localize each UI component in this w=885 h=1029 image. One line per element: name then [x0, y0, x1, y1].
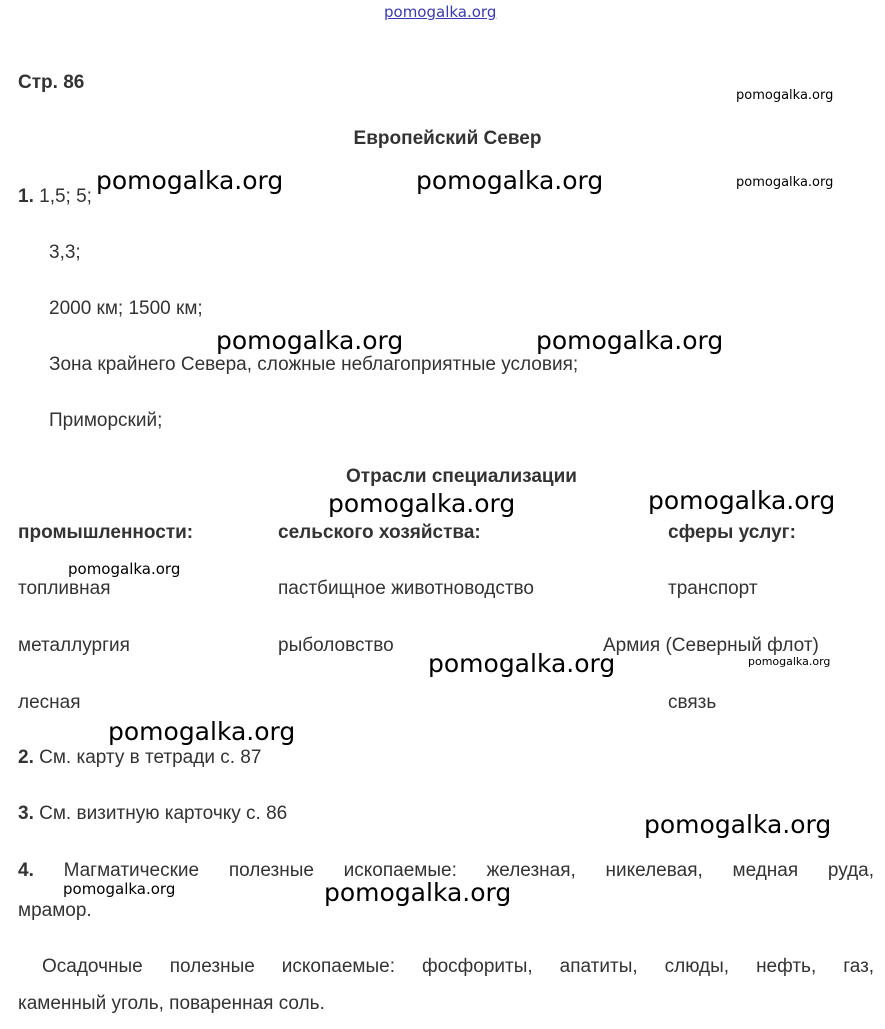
watermark: pomogalka.org	[536, 326, 724, 355]
q1-line2: 3,3;	[49, 242, 81, 263]
q2	[18, 747, 261, 769]
q3-text: См. визитную карточку с. 86	[33, 803, 288, 824]
watermark: pomogalka.org	[644, 810, 832, 839]
industry-item: топливная	[18, 578, 111, 599]
services-item: Армия (Северный флот)	[603, 635, 819, 656]
watermark: pomogalka.org	[216, 326, 404, 355]
q3-number: 3.	[18, 803, 34, 824]
q4-word: газ,	[843, 956, 875, 977]
watermark: pomogalka.org	[324, 878, 512, 907]
q4-number: 4.	[18, 860, 34, 881]
column-header-industry: промышленности:	[18, 522, 194, 543]
q4-word: ископаемые:	[343, 860, 457, 881]
agriculture-item: рыболовство	[278, 635, 394, 656]
q4-word: полезные	[169, 956, 255, 977]
q2-text: См. карту в тетради с. 87	[33, 747, 262, 768]
watermark-top: pomogalka.org	[384, 3, 497, 21]
q4-word: медная	[732, 860, 799, 881]
q4-word: никелевая,	[605, 860, 703, 881]
watermark: pomogalka.org	[416, 166, 604, 195]
q4-word: Осадочные	[42, 956, 143, 977]
q4-word: Магматические	[63, 860, 200, 881]
column-header-agriculture: сельского хозяйства:	[278, 522, 481, 543]
q1-line3: 2000 км; 1500 км;	[49, 298, 203, 319]
watermark: pomogalka.org	[648, 486, 836, 515]
services-item: транспорт	[668, 578, 758, 599]
agriculture-item: пастбищное животноводство	[278, 578, 534, 599]
section-title: Европейский Север	[353, 128, 542, 149]
watermark: pomogalka.org	[736, 175, 834, 190]
specialization-heading: Отрасли специализации	[346, 466, 577, 487]
services-item: связь	[668, 692, 717, 713]
watermark: pomogalka.org	[63, 880, 176, 898]
q4-word: ископаемые:	[281, 956, 395, 977]
page-header: Стр. 86	[18, 72, 85, 93]
q1-line1	[18, 186, 92, 208]
watermark: pomogalka.org	[96, 166, 284, 195]
q4-para2-line1	[42, 956, 874, 978]
q4-para2-line2: каменный уголь, поваренная соль.	[18, 993, 325, 1014]
q4-word: железная,	[486, 860, 576, 881]
q3	[18, 803, 287, 825]
watermark: pomogalka.org	[328, 489, 516, 518]
q4-line2: мрамор.	[18, 900, 92, 921]
q4-word: руда,	[827, 860, 875, 881]
watermark: pomogalka.org	[428, 649, 616, 678]
q4-word: фосфориты,	[421, 956, 533, 977]
watermark: pomogalka.org	[68, 560, 181, 578]
q4-word: полезные	[228, 860, 314, 881]
q2-number: 2.	[18, 747, 34, 768]
industry-item: лесная	[18, 692, 81, 713]
q1-line5: Приморский;	[49, 410, 163, 431]
q4-word: апатиты,	[559, 956, 638, 977]
q4-word: нефть,	[756, 956, 817, 977]
column-header-services: сферы услуг:	[668, 522, 796, 543]
industry-item: металлургия	[18, 635, 130, 656]
q4-word: слюды,	[664, 956, 730, 977]
watermark: pomogalka.org	[748, 655, 831, 668]
q1-line4: Зона крайнего Севера, сложные неблагоприятные условия;	[49, 354, 579, 375]
q1-number: 1.	[18, 186, 34, 207]
watermark: pomogalka.org	[108, 717, 296, 746]
watermark: pomogalka.org	[736, 88, 834, 103]
q1-line1-text: 1,5; 5;	[33, 186, 92, 207]
